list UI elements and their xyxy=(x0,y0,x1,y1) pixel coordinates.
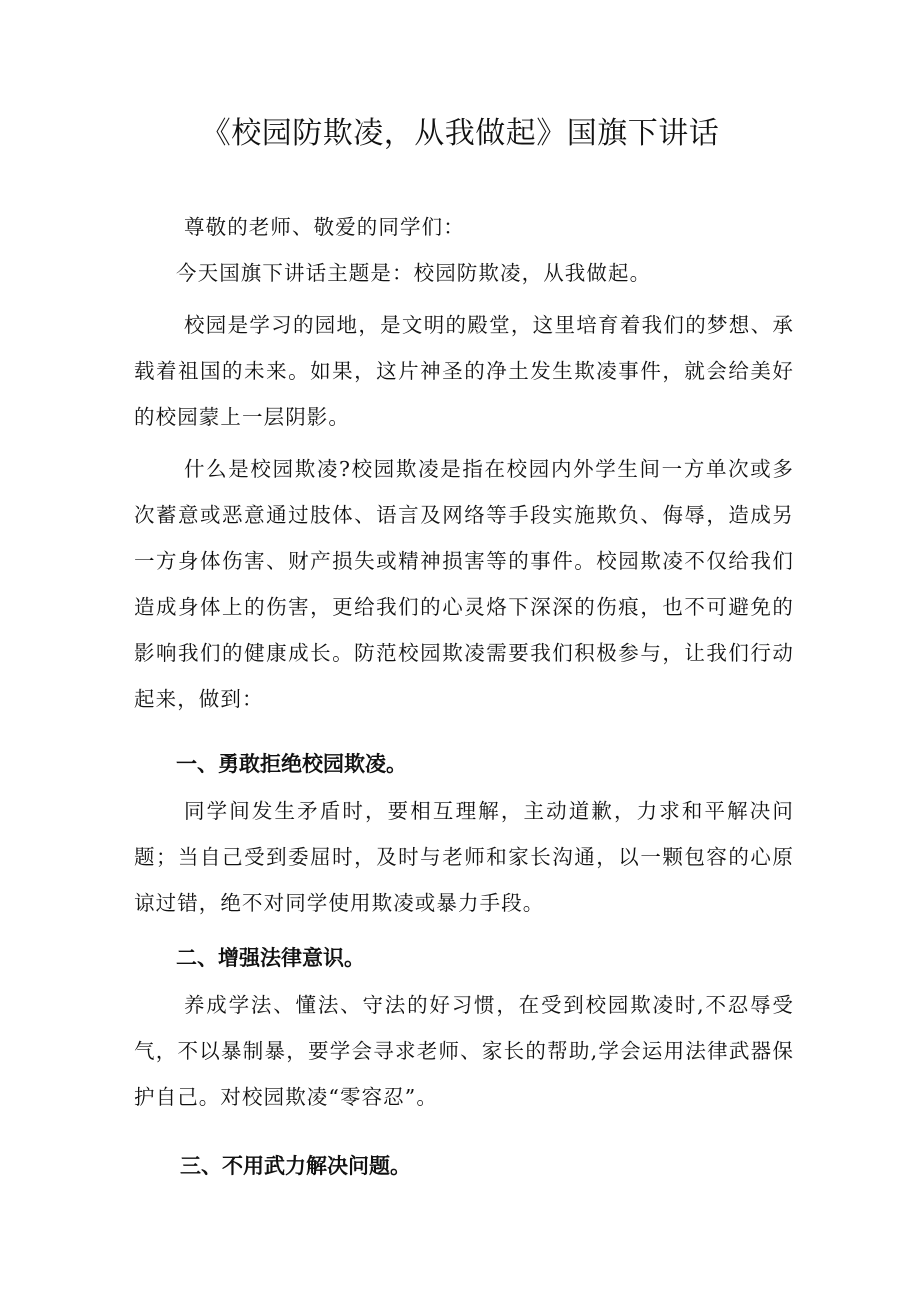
paragraph-intro: 校园是学习的园地，是文明的殿堂，这里培育着我们的梦想、承载着祖国的未来。如果，这片神圣的净土发生欺凌事件，就会给美好的校园蒙上一层阴影。 xyxy=(134,313,794,429)
section-heading-1: 一、勇敢拒绝校园欺凌。 xyxy=(176,752,407,776)
greeting-text: 尊敬的老师、敬爱的同学们： xyxy=(184,215,465,239)
document-title: 《校园防欺凌，从我做起》国旗下讲话 xyxy=(200,116,720,151)
paragraph-definition: 什么是校园欺凌?校园欺凌是指在校园内外学生间一方单次或多次蓄意或恶意通过肢体、语言及网络等手段实施欺负、侮辱，造成另一方身体伤害、财产损失或精神损害等的事件。校园欺凌不仅给我们造成身体上的伤害，更给我们的心灵烙下深深的伤痕，也不可避免的影响我们的健康成长。防范校园欺凌需要我们积极参与，让我们行动起来，做到： xyxy=(134,457,794,711)
section-heading-2: 二、增强法律意识。 xyxy=(176,946,365,970)
topic-text: 今天国旗下讲话主题是：校园防欺凌，从我做起。 xyxy=(176,261,652,285)
section-text-2: 养成学法、懂法、守法的好习惯，在受到校园欺凌时,不忍辱受气，不以暴制暴，要学会寻求老师、家长的帮助,学会运用法律武器保护自己。对校园欺凌“零容忍”。 xyxy=(134,993,794,1109)
section-heading-3: 三、不用武力解决问题。 xyxy=(180,1154,411,1178)
section-text-1: 同学间发生矛盾时，要相互理解，主动道歉，力求和平解决问题；当自己受到委屈时，及时与老师和家长沟通，以一颗包容的心原谅过错，绝不对同学使用欺凌或暴力手段。 xyxy=(134,799,794,915)
